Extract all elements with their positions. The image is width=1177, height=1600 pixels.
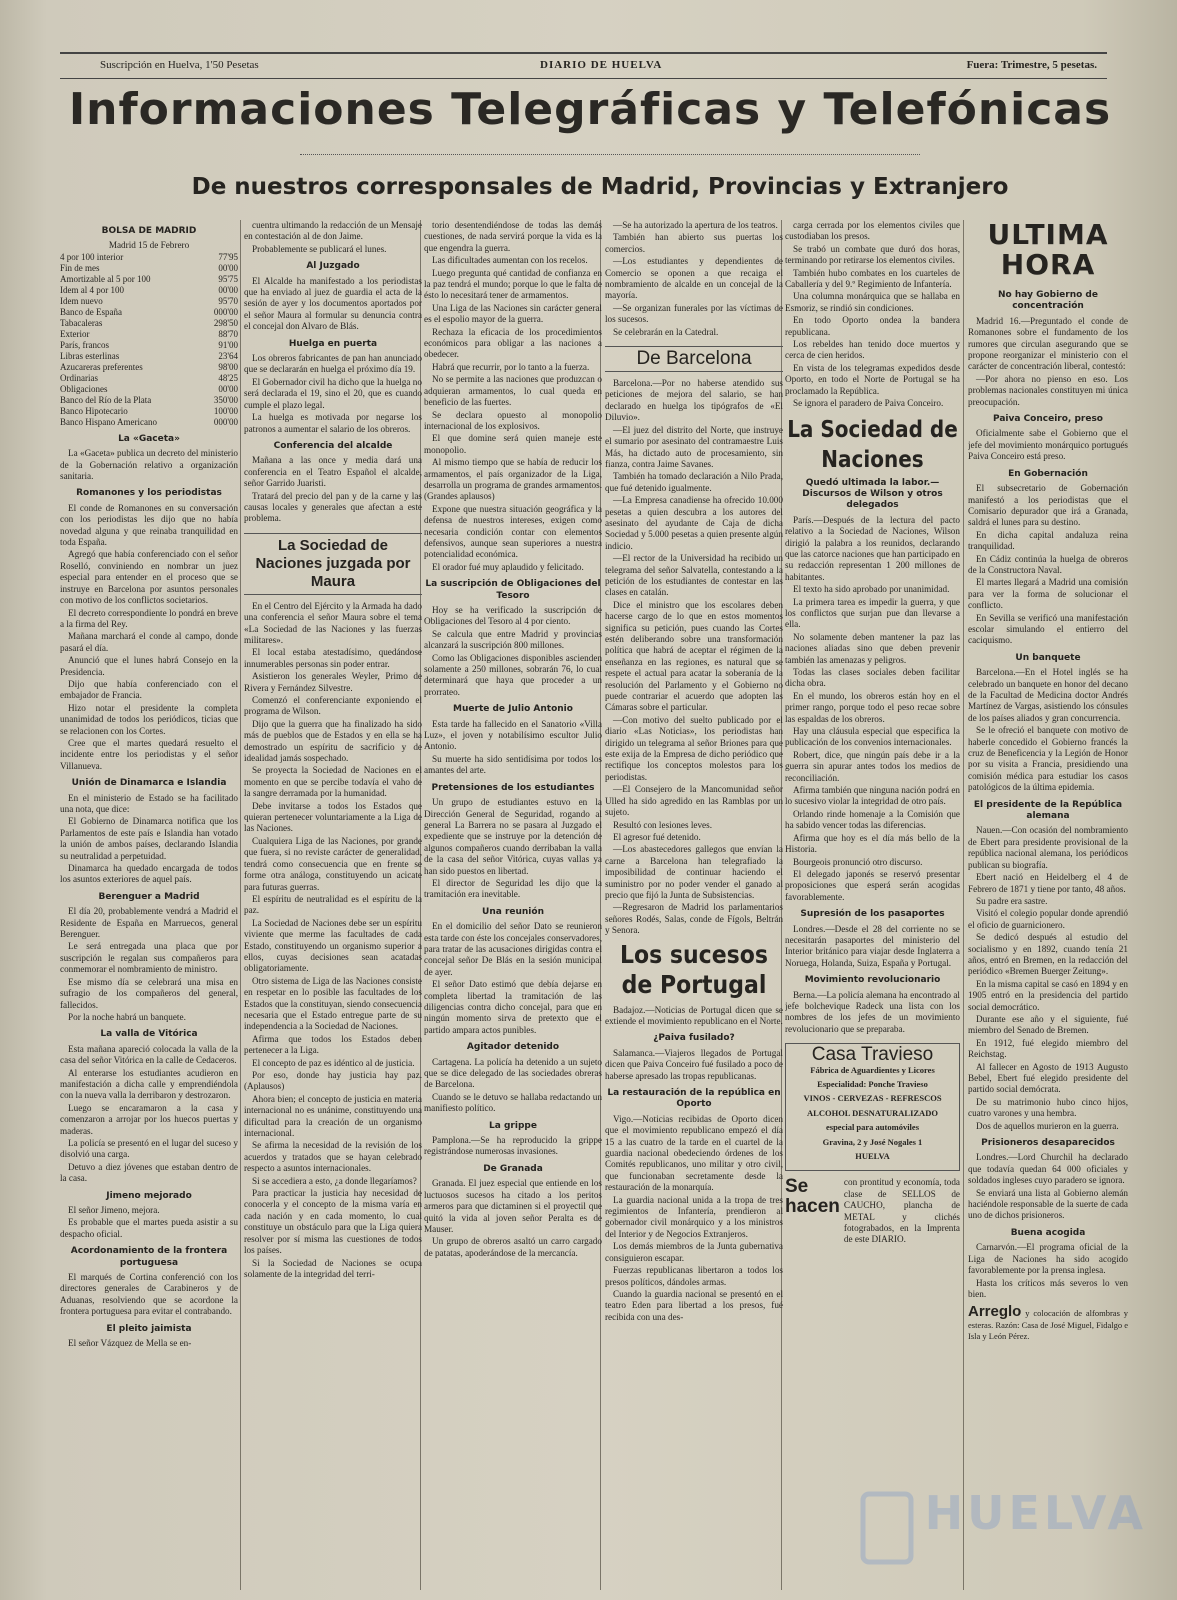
paragraph: En vista de los telegramas expedidos desde Oporto, en todo el Norte de Portugal se ha proclamado la República. — [785, 362, 960, 396]
bolsa-label: Libras esterlinas — [60, 350, 120, 361]
heading: Jimeno mejorado — [106, 1190, 192, 1201]
paragraph: Robert, dice, que ningún país debe ir a la guerra sin apurar antes todos los medios de reconciliación. — [785, 749, 960, 783]
paragraph: La primera tarea es impedir la guerra, y que los conflictos que surjan pue dan llevarse a ella. — [785, 596, 960, 630]
bolsa-date: Madrid 15 de Febrero — [108, 240, 190, 251]
column-3 — [424, 220, 602, 1590]
paragraph: Dice el ministro que los escolares deben hacerse cargo de lo que en estos momentos significa su petición, pues cuando las Cortes estén deliberando sobre una transformación política que habrá de aceptar el régimen de la enseñanza en las regiones, es natural que se respete el actual para acatar la soberanía de la resolución del Parlamento y el Gobierno no puede contrariar el acuerdo que adopten las Cámaras sobre el particular. — [605, 599, 783, 713]
subscription-outside: Fuera: Trimestre, 5 pesetas. — [966, 59, 1097, 71]
paragraph: El Gobierno de Dinamarca notifica que los Parlamentos de este país e Islandia han votado la unión de ambos países, declarando Islandia su neutralidad a perpetuidad. — [60, 816, 238, 861]
paragraph: Cuando la guardia nacional se presentó en el teatro Eden para libertad a los presos, fué recibida con una des- — [605, 1288, 783, 1322]
bolsa-label: Fin de mes — [60, 262, 100, 273]
paragraph: Mañana marchará el conde al campo, donde pasará el día. — [60, 631, 238, 653]
table-row — [60, 307, 238, 318]
bolsa-label: Exterior — [60, 328, 90, 339]
paragraph: Durante ese año y el siguiente, fué miembro del Senado de Bremen. — [968, 1013, 1128, 1036]
ad-headline: Arreglo — [968, 1303, 1022, 1321]
paragraph: —Se ha autorizado la apertura de los teatros. — [613, 220, 778, 230]
ad-line: Fábrica de Aguardientes y Licores — [810, 1064, 935, 1075]
ultima-hora-title: ULTIMA HORA — [987, 220, 1109, 281]
table-row — [60, 252, 238, 263]
paragraph: El subsecretario de Gobernación manifestó a los periodistas que el Comisario depurador que irá a Granada, saldrá el lunes para su destino. — [968, 483, 1128, 528]
paragraph: En el ministerio de Estado se ha facilitado una nota, que dice: — [60, 792, 238, 814]
paragraph: Se celebrarán en la Catedral. — [613, 326, 719, 337]
heading: Conferencia del alcalde — [273, 440, 393, 451]
bolsa-label: Banco Hipotecario — [60, 405, 128, 416]
paragraph: Se enviará una lista al Gobierno alemán haciéndole responsable de la suerte de cada uno de dichos prisioneros. — [968, 1187, 1128, 1221]
paragraph: Expone que nuestra situación geográfica y la defensa de nuestros intereses, exigen como necesaria condición contar con elementos defensivos, aunque sean superiores a nuestra potencialidad económica. — [424, 503, 602, 560]
paragraph: Un grupo de obreros asaltó un carro cargado de patatas, apoderándose de la mercancía. — [424, 1236, 602, 1258]
bolsa-title: BOLSA DE MADRID — [101, 226, 197, 236]
paragraph: Cualquiera Liga de las Naciones, por grande que fuera, si no reviste carácter de generalidad, tendrá como consecuencia que en frente se forme otra análoga, constituyendo un acicate para futuras guerras. — [244, 835, 422, 892]
paragraph: En el mundo, los obreros están hoy en el primer rango, porque todo el peso recae sobre las espaldas de los obreros. — [785, 690, 960, 724]
paragraph: Su muerte ha sido sentidísima por todos los amantes del arte. — [424, 753, 602, 776]
paragraph: —La Empresa canadiense ha ofrecido 10.000 pesetas a quien descubra a los autores del asesinato del ayudante de Caja de dicha Sociedad y 5.000 pesetas a quien presente algún indicio. — [605, 495, 783, 551]
heading: La restauración de la república en Oporto — [607, 1088, 781, 1110]
paragraph: El señor Dato estimó que debía dejarse en completa libertad la tramitación de las diligencias contra dicho concejal, para que en ningún momento sirva de pretexto que el partido ampara actos punibles. — [424, 979, 602, 1035]
bolsa-value: 000'00 — [213, 306, 238, 317]
running-header — [60, 52, 1107, 79]
paragraph: Vigo.—Noticias recibidas de Oporto dicen que el movimiento republicano empezó el día 15 a las cuatro de la tarde en el cuartel de la guardia nacional obedeciendo órdenes de los Comités republicanos, uno militar y otro civil, que funcionaban secretamente desde la restauración de la monarquía. — [605, 1113, 783, 1193]
paragraph: Hasta los críticos más severos lo ven bien. — [968, 1277, 1128, 1299]
bolsa-value: 00'00 — [218, 383, 238, 394]
table-row — [60, 406, 238, 417]
paragraph: Visitó el colegio popular donde aprendió el oficio de guarnicionero. — [968, 908, 1128, 930]
paragraph: El director de Seguridad les dijo que la tramitación era inevitable. — [424, 877, 602, 900]
paragraph: Todas las clases sociales deben facilitar dicha obra. — [785, 667, 960, 689]
paragraph: Londres.—Desde el 28 del corriente no se necesitarán pasaportes del ministerio del Interior británico para viajar desde Inglaterra a Noruega, Holanda, Suiza, España y Portugal. — [785, 923, 960, 968]
ad-line: especial para automóviles — [825, 1122, 920, 1133]
table-row — [60, 318, 238, 329]
table-row — [60, 351, 238, 362]
heading: Agitador detenido — [466, 1042, 560, 1053]
column-6 — [968, 220, 1128, 1590]
paragraph: La huelga es motivada por negarse los patronos a aumentar el salario de los obreros. — [244, 412, 422, 434]
paragraph: En el domicilio del señor Dato se reunieron esta tarde con éste los concejales conservadores, para tratar de las acusaciones dirigidas contra el concejal señor De Blás en la sesión municipal de ayer. — [424, 921, 602, 977]
bolsa-value: 98'00 — [218, 361, 238, 372]
bolsa-label: París, francos — [60, 339, 109, 350]
paragraph: La Sociedad de Naciones debe ser un espíritu viviente que merme las facultades de cada Estado, constituyendo un organismo superior a ellos, cuyas decisiones sean acatadas obligatoriamente. — [244, 917, 422, 974]
ad-headline: Se hacen — [785, 1176, 840, 1218]
paragraph: Salamanca.—Viajeros llegados de Portugal dicen que Paiva Conceiro fué fusilado a poco de haberse apresado las tropas republicanas. — [605, 1047, 783, 1081]
ad-line: VINOS - CERVEZAS - REFRESCOS — [803, 1093, 942, 1104]
ad-line: HUELVA — [855, 1151, 890, 1162]
bolsa-label: Idem nuevo — [60, 295, 103, 306]
paragraph: —Con motivo del suelto publicado por el diario «Las Noticias», los periodistas han dirigido un telegrama al señor Briones para que este exija de la Empresa de dicho periódico que rectifique los conceptos molestos para los periodistas. — [605, 714, 783, 782]
paragraph: —El rector de la Universidad ha recibido un telegrama del señor Salvatella, contestando a la petición de los estudiantes de contestar en las clases en catalán. — [605, 553, 783, 598]
table-row — [60, 417, 238, 428]
paragraph: Tratará del precio del pan y de la carne y las causas locales y generales que afectan a este problema. — [244, 490, 422, 524]
paragraph: París.—Después de la lectura del pacto relativo a la Sociedad de Naciones, Wilson dirigió la palabra a los reunidos, declarando que las catorce naciones que han participado en su redacción representan 1 200 millones de habitantes. — [785, 514, 960, 582]
paragraph: Fuerzas republicanas libertaron a todos los presos políticos, dándoles armas. — [605, 1265, 783, 1287]
bolsa-value: 00'00 — [218, 284, 238, 295]
heading: El pleito jaimista — [106, 1323, 192, 1334]
ornament-divider — [300, 154, 920, 163]
advertisement-arreglo — [968, 1303, 1128, 1342]
bolsa-value: 91'00 — [218, 339, 238, 350]
bolsa-table — [60, 252, 238, 428]
paragraph: También hubo combates en los cuarteles de Caballería y del 9.º Regimiento de Infantería. — [785, 267, 960, 290]
paragraph: Esta tarde ha fallecido en el Sanatorio «Villa Luz», el joven y notabilísimo escultor Julio Antonio. — [424, 718, 602, 752]
paragraph: Orlando rinde homenaje a la Comisión que ha sabido vencer todas las diferencias. — [785, 808, 960, 831]
paragraph: El texto ha sido aprobado por unanimidad. — [793, 584, 950, 595]
heading: Prisioneros desaparecidos — [981, 1138, 1115, 1149]
section-heading: Los sucesos de Portugal — [620, 940, 768, 1000]
paragraph: Si la Sociedad de Naciones se ocupa solamente de la integridad del terri- — [244, 1257, 422, 1279]
paragraph: También han abierto sus puertas los comercios. — [605, 232, 783, 254]
paragraph: Los obreros fabricantes de pan han anunciado que se declararán en huelga el próximo día 19. — [244, 353, 422, 375]
paragraph: Esta mañana apareció colocada la valla de la casa del señor Vitórica en la calle de Cedaceros. — [60, 1043, 238, 1066]
paragraph: Se proyecta la Sociedad de Naciones en el momento en que se percibe todavía el vaho de la sangre derramada por la humanidad. — [244, 765, 422, 799]
paragraph: Anunció que el lunes habrá Consejo en la Presidencia. — [60, 655, 238, 677]
paragraph: Dinamarca ha quedado encargada de todos los asuntos exteriores de aquel país. — [60, 863, 238, 885]
bolsa-value: 350'00 — [213, 394, 238, 405]
bolsa-value: 100'00 — [213, 405, 238, 416]
heading: La suscripción de Obligaciones del Tesoro — [425, 579, 601, 601]
paragraph: —Los abastecedores gallegos que envían la carne a Barcelona han telegrafiado la imposibilidad de continuar haciendo el suministro por no poder vender el ganado al precio que fijó la Junta de Subsistencias. — [605, 844, 783, 900]
paragraph: Por la noche habrá un banquete. — [68, 1011, 186, 1022]
paragraph: El local estaba atestadísimo, quedándose innumerables personas sin poder entrar. — [244, 647, 422, 669]
paragraph: Ebert nació en Heidelberg el 4 de Febrero de 1871 y tiene por tanto, 48 años. — [968, 872, 1128, 894]
heading: Una reunión — [482, 906, 544, 917]
table-row — [60, 340, 238, 351]
bolsa-value: 88'70 — [218, 328, 238, 339]
bolsa-label: Amortizable al 5 por 100 — [60, 273, 151, 284]
column-5 — [785, 220, 960, 1590]
bolsa-value: 00'00 — [218, 262, 238, 273]
paragraph: Agregó que había conferenciado con el señor Roselló, conviniendo en nombrar un juez especial para entender en el proceso que se instruye en Barcelona por asuntos personales con motivo de los conflictos societarios. — [60, 549, 238, 606]
column-4 — [605, 220, 783, 1590]
paragraph: El delegado japonés se reservó presentar proposiciones que esperá serán acogidas favorablemente. — [785, 868, 960, 902]
bolsa-label: Tabacaleras — [60, 317, 103, 328]
table-row — [60, 362, 238, 373]
paragraph: Por eso, donde hay justicia hay paz. (Aplausos) — [244, 1070, 422, 1092]
paragraph: Berna.—La policía alemana ha encontrado al jefe bolchevique Radeck una lista con los nombres de los jefes de un movimiento revolucionario que se preparaba. — [785, 989, 960, 1034]
paragraph: No solamente deben mantener la paz las naciones aliadas sino que deben prevenir también las amenazas y peligros. — [785, 631, 960, 665]
bolsa-value: 23'64 — [218, 350, 238, 361]
paragraph: —Regresaron de Madrid los parlamentarios señores Rodés, Salas, conde de Fígols, Beltrán y Senora. — [605, 902, 783, 936]
paragraph: Los demás miembros de la Junta gubernativa consiguieron escapar. — [605, 1241, 783, 1263]
heading: La valla de Vitórica — [100, 1029, 198, 1040]
paragraph: En todo Oporto ondea la bandera republicana. — [785, 315, 960, 337]
paragraph: Ese mismo día se celebrará una misa en sufragio de los compañeros del general, fallecidos. — [60, 976, 238, 1010]
section-heading: De Barcelona — [605, 346, 783, 372]
paragraph: Cree que el martes quedará resuelto el incidente entre los periodistas y el señor Villanueva. — [60, 737, 238, 771]
bolsa-label: Idem al 4 por 100 — [60, 284, 124, 295]
paragraph: El martes llegará a Madrid una comisión para ver la forma de solucionar el conflicto. — [968, 577, 1128, 611]
heading: Paiva Conceiro, preso — [992, 414, 1103, 425]
paragraph: Oficialmente sabe el Gobierno que el jefe del movimiento monárquico portugués Paiva Conceiro está preso. — [968, 428, 1128, 462]
paragraph: Comenzó el conferenciante exponiendo el programa de Wilson. — [244, 695, 422, 717]
paragraph: El señor Vázquez de Mella se en- — [68, 1338, 192, 1349]
paragraph: La «Gaceta» publica un decreto del ministerio de la Gobernación relativo a organización sanitaria. — [60, 448, 238, 482]
paragraph: Luego se encaramaron a la casa y comenzaron a arrojar por los huecos puertas y maderas. — [60, 1102, 238, 1136]
paragraph: Una Liga de las Naciones sin carácter general es el espolio mayor de la guerra. — [424, 302, 602, 325]
table-row — [60, 329, 238, 340]
heading: Quedó ultimada la labor.—Discursos de Wilson y otros delegados — [802, 477, 943, 511]
paragraph: Un grupo de estudiantes estuvo en la Dirección General de Seguridad, rogando al general La Barrera no se pasara al Juzgado el expediente que se instruye por la detención de algunos compañeros cuando derribaban la valla de la casa del señor Vitórica, cuyas vallas ya han sido puestos en libertad. — [424, 797, 602, 876]
paragraph: El decreto correspondiente lo pondrá en breve a la firma del Rey. — [60, 607, 238, 629]
heading: Acordonamiento de la frontera portuguesa — [70, 1246, 228, 1268]
paragraph: torio desentendiéndose de todas las demás cuestiones, de nada servirá porque la vida es la que engendra la guerra. — [424, 220, 602, 253]
column-2 — [244, 220, 422, 1590]
watermark-text: HUELVA — [924, 1486, 1147, 1540]
table-row — [60, 395, 238, 406]
paragraph: En 1912, fué elegido miembro del Reichstag. — [968, 1037, 1128, 1060]
paragraph: Se calcula que entre Madrid y provincias alcanzará la suscripción 800 millones. — [424, 628, 602, 651]
paragraph: Cartagena. La policía ha detenido a un sujeto que se dice delegado de las sociedades obreras de Barcelona. — [424, 1056, 602, 1090]
heading: Supresión de los pasaportes — [800, 909, 945, 920]
table-row — [60, 263, 238, 274]
bolsa-value: 298'50 — [213, 317, 238, 328]
paragraph: Al mismo tiempo que se había de reducir los armamentos, el país organizador de la Liga, desarrolla un programa de grandes armamentos. (Grandes aplausos) — [424, 457, 602, 502]
paragraph: Al fallecer en Agosto de 1913 Augusto Bebel, Ebert fué elegido presidente del partido social demócrata. — [968, 1061, 1128, 1095]
paragraph: También ha tomado declaración a Nilo Prada, que fué detenido igualmente. — [605, 471, 783, 493]
paragraph: Resultó con lesiones leves. — [613, 819, 713, 830]
ad-line: ALCOHOL DESNATURALIZADO — [807, 1107, 938, 1118]
paragraph: —El juez del distrito del Norte, que instruye el sumario por asesinato del contramaestre Luis Más, ha dictado auto de procesamiento, sin fianza, contra Jaime Savanes. — [605, 424, 783, 469]
heading: Al Juzgado — [306, 261, 360, 272]
paragraph: El conde de Romanones en su conversación con los periodistas les dijo que no había novedad alguna y que reinaba tranquilidad en toda España. — [60, 502, 238, 548]
ad-text: y colocación de alfombras y esteras. Razón: Casa de José Miguel, Fidalgo e Isla y León Pérez. — [968, 1308, 1128, 1342]
advertisement-casa-travieso — [785, 1043, 960, 1171]
heading: Unión de Dinamarca e Islandia — [71, 778, 227, 789]
heading: Movimiento revolucionario — [804, 975, 941, 986]
paragraph: carga cerrada por los elementos civiles que custodiaban los presos. — [785, 220, 960, 242]
paragraph: El concepto de paz es idéntico al de justicia. — [252, 1057, 415, 1068]
paragraph: —Por ahora no pienso en eso. Los problemas nacionales constituyen mi única preocupación. — [968, 373, 1128, 407]
bolsa-value: 95'75 — [218, 273, 238, 284]
heading: La grippe — [489, 1120, 537, 1131]
advertisement-sellos — [785, 1177, 960, 1245]
paragraph: Asistieron los generales Weyler, Primo de Rivera y Fernández Silvestre. — [244, 671, 422, 693]
column-rule — [240, 220, 241, 1590]
bolsa-label: Banco Hispano Americano — [60, 416, 157, 427]
paragraph: No se permite a las naciones que produzcan o adquieran armamentos, lo cual queda en beneficio de las fuertes. — [424, 374, 602, 408]
table-row — [60, 384, 238, 395]
paragraph: Le será entregada una placa que por suscripción le regalan sus compañeros para conmemorar el nombramiento de ministro. — [60, 941, 238, 975]
paragraph: Badajoz.—Noticias de Portugal dicen que se extiende el movimiento republicano en el Norte. — [605, 1004, 783, 1026]
paragraph: Se ignora el paradero de Paiva Conceiro. — [793, 398, 944, 409]
ad-text: con prontitud y economía, toda clase de SELLOS de CAUCHO, plancha de METAL y clichés fotograbados, en la Imprenta de este DIARIO. — [843, 1177, 960, 1245]
ad-line: Especialidad: Ponche Travieso — [817, 1079, 928, 1089]
paragraph: El Alcalde ha manifestado a los periodistas que ha enviado al juez de guardia el acta de la sesión de ayer y los documentos aportados por el señor Maura al formular su denuncia contra el concejal don Alvaro de Blás. — [244, 275, 422, 332]
paragraph: Probablemente se publicará el lunes. — [252, 243, 387, 254]
paragraph: Afirma que todos los Estados deben pertenecer a la Liga. — [244, 1033, 422, 1056]
paragraph: La guardia nacional unida a la tropa de tres regimientos de Infantería, prendieron al gobernador civil monárquico y a los ministros del Interior y de Negocios Extranjeros. — [605, 1194, 783, 1239]
paragraph: Otro sistema de Liga de las Naciones consiste en respetar en lo posible las facultades de los Estados que la constituyan, siendo consecuencia necesaria que el Estado entregue parte de su independencia a la Sociedad de Naciones. — [244, 975, 422, 1032]
paragraph: Hizo notar el presidente la completa unanimidad de todos los periódicos, ticias que se relacionen con los Cortes. — [60, 702, 238, 736]
paragraph: Dos de aquellos murieron en la guerra. — [976, 1120, 1119, 1131]
bolsa-value: 000'00 — [213, 416, 238, 427]
heading: La «Gaceta» — [118, 433, 180, 444]
table-row — [60, 274, 238, 285]
paragraph: Se declara opuesto al monopolio internacional de los explosivos. — [424, 409, 602, 431]
paragraph: Las dificultades aumentan con los recelos. — [432, 255, 588, 266]
paragraph: Afirma que hoy es el día más bello de la Historia. — [785, 832, 960, 855]
ad-name: Casa Travieso — [811, 1044, 934, 1066]
heading: En Gobernación — [1008, 468, 1088, 479]
paragraph: El espíritu de neutralidad es el espíritu de la paz. — [244, 893, 422, 916]
column-1 — [60, 220, 238, 1590]
heading: Berenguer a Madrid — [98, 891, 200, 902]
watermark-emblem-icon — [857, 1488, 917, 1568]
paragraph: Si se accediera a esto, ¿a donde llegaríamos? — [252, 1175, 417, 1186]
paragraph: Madrid 16.—Preguntado el conde de Romanones sobre el fundamento de los rumores que circulan asegurando que se propone reorganizar el ministerio con el carácter de concentración liberal, contestó: — [968, 315, 1128, 372]
paragraph: En dicha capital andaluza reina tranquilidad. — [968, 529, 1128, 552]
bolsa-value: 48'25 — [218, 372, 238, 383]
paragraph: Barcelona.—En el Hotel inglés se ha celebrado un banquete en honor del decano de la Facultad de Medicina doctor Andrés Martínez de Vargas, asistiendo los cónsules de los países aliados y gran concurrencia. — [968, 667, 1128, 723]
heading: Un banquete — [1015, 652, 1081, 663]
column-rule — [963, 220, 964, 1590]
paragraph: El marqués de Cortina conferenció con los directores generales de Carabineros y de Aduanas, resolviendo que se acordone la frontera portuguesa para evitar el contrabando. — [60, 1272, 238, 1317]
bolsa-value: 95'70 — [218, 295, 238, 306]
heading: ¿Paiva fusilado? — [653, 1033, 735, 1044]
paragraph: El orador fué muy aplaudido y felicitado. — [432, 561, 584, 572]
paragraph: Barcelona.—Por no haberse atendido sus peticiones de mejora del salario, se han declarado en huelga los tipógrafos de «El Diluvio». — [605, 378, 783, 423]
paragraph: Como las Obligaciones disponibles ascienden solamente a 250 millones, sobrarán 76, lo cual determinará que haya que proceder a un prorrateo. — [424, 652, 602, 697]
paragraph: Detuvo a diez jóvenes que estaban dentro de la casa. — [60, 1161, 238, 1184]
paragraph: Habrá que recurrir, por lo tanto a la fuerza. — [432, 361, 590, 372]
paragraph: Se trabó un combate que duró dos horas, terminando por retirarse los elementos civiles. — [785, 243, 960, 266]
paragraph: El señor Jimeno, mejora. — [68, 1205, 160, 1215]
paragraph: —Los estudiantes y dependientes de Comercio se oponen a que recaiga el nombramiento de alcalde en un concejal de la mayoría. — [605, 256, 783, 301]
paragraph: —Se organizan funerales por las víctimas de los sucesos. — [605, 302, 783, 325]
paragraph: En el Centro del Ejército y la Armada ha dado una conferencia el señor Maura sobre el tema «La Sociedad de las Naciones y las fuerzas militares». — [244, 600, 422, 645]
paragraph: cuentra ultimando la redacción de un Mensaje en contestación al de don Jaime. — [244, 220, 422, 242]
paragraph: El Gobernador civil ha dicho que la huelga no será declarada el 19, sino el 20, que es cuando cumple el plazo legal. — [244, 376, 422, 410]
paragraph: En Cádiz continúa la huelga de obreros de la Constructora Naval. — [968, 553, 1128, 575]
archive-watermark — [857, 1486, 1147, 1576]
paragraph: El agresor fué detenido. — [613, 831, 701, 842]
paragraph: Luego pregunta qué cantidad de confianza en la paz tendrá el mundo; porque lo que le falta de ésto lo necesitará tener de armamentos. — [424, 267, 602, 301]
paragraph: Ahora bien; el concepto de justicia en materia internacional no es unánime, constituyendo una dificultad para la creación de un organismo internacional. — [244, 1093, 422, 1139]
section-subtitle: De nuestros corresponsales de Madrid, Provincias y Extranjero — [191, 174, 1009, 200]
paragraph: Hay una cláusula especial que especifica la publicación de los convenios internacionales. — [785, 726, 960, 748]
paragraph: Pamplona.—Se ha reproducido la grippe registrándose numerosas invasiones. — [424, 1135, 602, 1157]
bolsa-label: Obligaciones — [60, 383, 108, 394]
table-row — [60, 373, 238, 384]
paragraph: Granada. El juez especial que entiende en los luctuosos sucesos ha citado a los peritos armeros para que dictaminen si el proyectil que quitó la vida al joven señor Peralta es de Mauser. — [424, 1178, 602, 1234]
paragraph: Bourgeois pronunció otro discurso. — [793, 856, 923, 867]
paragraph: Su padre era sastre. — [976, 895, 1048, 906]
paragraph: Es probable que el martes pueda asistir a su despacho oficial. — [60, 1217, 238, 1239]
paragraph: Dijo que había conferenciado con el embajador de Francia. — [60, 678, 238, 701]
heading: Romanones y los periodistas — [76, 488, 222, 499]
paragraph: Al enterarse los estudiantes acudieron en manifestación a dicha calle y emprendiéndola con la nueva valla la derribaron y destrozaron. — [60, 1067, 238, 1101]
paragraph: Nauen.—Con ocasión del nombramiento de Ebert para presidente provisional de la república nacional alemana, los periódicos publican su biografía. — [968, 825, 1128, 870]
heading: Muerte de Julio Antonio — [453, 704, 573, 715]
paragraph: La policía se presentó en el lugar del suceso y disolvió una carga. — [60, 1137, 238, 1160]
subscription-local: Suscripción en Huelva, 1'50 Pesetas — [100, 59, 259, 71]
paragraph: Dijo que la guerra que ha finalizado ha sido más de pueblos que de Estados y en ella se ha demostrado un espíritu de sacrificio y de idealidad jamás sospechado. — [244, 718, 422, 764]
paragraph: Para practicar la justicia hay necesidad de conocerla y el concepto de la misma varía en cada nación y en cada momento, lo cual constituye un obstáculo para que la Liga quiera resolver por sí misma las cuestiones de todos los países. — [244, 1188, 422, 1256]
paragraph: En la misma capital se casó en 1894 y en 1905 entró en la presidencia del partido social democrático. — [968, 978, 1128, 1012]
heading: No hay Gobierno de concentración — [998, 290, 1098, 312]
section-heading: La Sociedad de Naciones — [787, 414, 958, 473]
table-row — [60, 296, 238, 307]
paragraph: Una columna monárquica que se hallaba en Esmoriz, se rindió sin condiciones. — [785, 291, 960, 313]
paragraph: Londres.—Lord Churchil ha declarado que todavía quedan 64 000 oficiales y soldados ingleses cuyo paradero se ignora. — [968, 1152, 1128, 1186]
heading: Pretensiones de los estudiantes — [431, 782, 595, 793]
paragraph: Mañana a las once y media dará una conferencia en el Teatro Español el alcalde, señor Garrido Juaristi. — [244, 455, 422, 489]
paragraph: De su matrimonio hubo cinco hijos, cuatro varones y una hembra. — [968, 1096, 1128, 1119]
paragraph: Carnarvón.—El programa oficial de la Liga de Naciones ha sido acogido favorablemente por la prensa inglesa. — [968, 1242, 1128, 1276]
bolsa-value: 77'95 — [218, 251, 238, 262]
paragraph: Cuando se le detuvo se hallaba redactando un manifiesto político. — [424, 1091, 602, 1114]
paragraph: Los rebeldes han tenido doce muertos y cerca de cien heridos. — [785, 339, 960, 361]
paragraph: Rechaza la eficacia de los procedimientos económicos para obligar a las naciones a obedecer. — [424, 326, 602, 360]
heading: Huelga en puerta — [288, 338, 378, 349]
bolsa-label: Ordinarias — [60, 372, 98, 383]
bolsa-label: 4 por 100 interior — [60, 251, 124, 262]
table-row — [60, 285, 238, 296]
bolsa-label: Banco de España — [60, 306, 122, 317]
paragraph: —El Consejero de la Mancomunidad señor Ulled ha sido agredido en las Ramblas por un sujeto. — [605, 784, 783, 818]
paragraph: Se dedicó después al estudio del socialismo y en 1892, cuando tenía 21 años, entró en Bremen, en la redacción del periódico «Bremen Buerger Zeitung». — [968, 932, 1128, 977]
paragraph: Se afirma la necesidad de la revisión de los acuerdos y tratados que se hayan celebrado respecto a asuntos internacionales. — [244, 1140, 422, 1174]
heading: De Granada — [483, 1163, 543, 1174]
paragraph: Afirma también que ninguna nación podrá en lo sucesivo violar la integridad de otro país. — [785, 785, 960, 807]
heading: El presidente de la República alemana — [973, 799, 1123, 822]
paragraph: En Sevilla se verificó una manifestación escolar simulando el entierro del caciquismo. — [968, 612, 1128, 646]
bolsa-label: Azucareras preferentes — [60, 361, 143, 372]
bolsa-label: Banco del Río de la Plata — [60, 394, 152, 405]
section-heading: La Sociedad de Naciones juzgada por Maura — [244, 533, 422, 595]
paragraph: Se le ofreció el banquete con motivo de haberle concedido el Gobierno francés la cruz de Beneficencia y la Legión de Honor por su visita a Francia, presidiendo una comisión médica para estudiar los casos patológicos de la última epidemia. — [968, 725, 1128, 793]
paragraph: El que domine será quien maneje este monopolio. — [424, 433, 602, 455]
heading: Buena acogida — [1010, 1227, 1086, 1238]
paper-name: DIARIO DE HUELVA — [540, 59, 663, 71]
paragraph: Debe invitarse a todos los Estados que quieran pertenecer voluntariamente a la Liga de las Naciones. — [244, 800, 422, 834]
paragraph: El día 20, probablemente vendrá a Madrid el Residente de España en Marruecos, general Berenguer. — [60, 906, 238, 940]
ad-line: Gravina, 2 y José Nogales 1 — [822, 1136, 923, 1147]
paragraph: Hoy se ha verificado la suscripción de Obligaciones del Tesoro al 4 por ciento. — [424, 605, 602, 627]
masthead-title: Informaciones Telegráficas y Telefónicas — [68, 84, 1112, 135]
